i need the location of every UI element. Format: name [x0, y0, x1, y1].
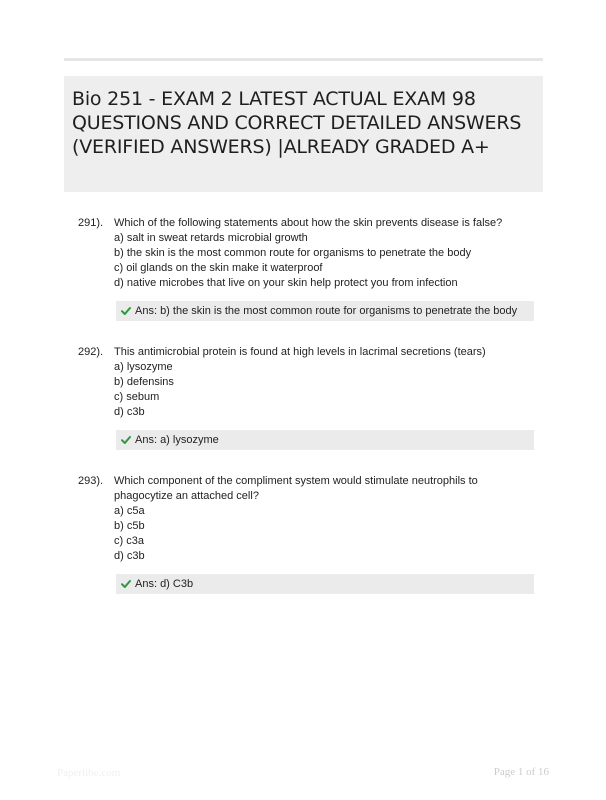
check-icon	[121, 579, 131, 589]
question-293	[64, 474, 543, 594]
answer-text: Ans: a) lysozyme	[135, 434, 219, 446]
option-c: c) oil glands on the skin make it waterproof	[114, 262, 323, 274]
answer-box	[116, 301, 534, 321]
option-b: b) the skin is the most common route for organisms to penetrate the body	[114, 247, 472, 259]
question-number: 293).	[78, 475, 104, 487]
option-b: b) c5b	[114, 520, 145, 532]
answer-box	[116, 574, 534, 594]
page-number: Page 1 of 16	[493, 766, 549, 778]
title-banner	[64, 76, 543, 192]
option-d: d) native microbes that live on your skin help protect you from infection	[114, 277, 458, 289]
question-292	[64, 345, 543, 450]
answer-box	[116, 430, 534, 450]
answer-text: Ans: b) the skin is the most common route for organisms to penetrate the body	[135, 305, 518, 317]
question-body	[114, 345, 536, 420]
option-c: c) sebum	[114, 391, 160, 403]
question-291	[64, 216, 543, 321]
footer-watermark: Paperlibe.com	[57, 767, 121, 779]
question-body	[114, 216, 536, 291]
option-b: b) defensins	[114, 376, 174, 388]
check-icon	[121, 435, 131, 445]
option-c: c) c3a	[114, 535, 144, 547]
question-number: 292).	[78, 346, 104, 358]
question-text: Which component of the compliment system would stimulate neutrophils to phagocytize an attached cell?	[114, 475, 478, 502]
option-d: d) c3b	[114, 406, 145, 418]
question-body	[114, 474, 536, 564]
option-a: a) salt in sweat retards microbial growth	[114, 232, 308, 244]
question-text: This antimicrobial protein is found at high levels in lacrimal secretions (tears)	[114, 346, 486, 358]
answer-text: Ans: d) C3b	[135, 578, 194, 590]
question-number: 291).	[78, 217, 104, 229]
option-a: a) c5a	[114, 505, 145, 517]
question-list	[64, 216, 543, 618]
check-icon	[121, 306, 131, 316]
document-title: Bio 251 - EXAM 2 LATEST ACTUAL EXAM 98 QUESTIONS AND CORRECT DETAILED ANSWERS (VERIFIED ANSWERS) |ALREADY GRADED A+	[72, 88, 522, 158]
top-divider	[64, 58, 543, 61]
option-d: d) c3b	[114, 550, 145, 562]
question-text: Which of the following statements about how the skin prevents disease is false?	[114, 217, 503, 229]
option-a: a) lysozyme	[114, 361, 173, 373]
